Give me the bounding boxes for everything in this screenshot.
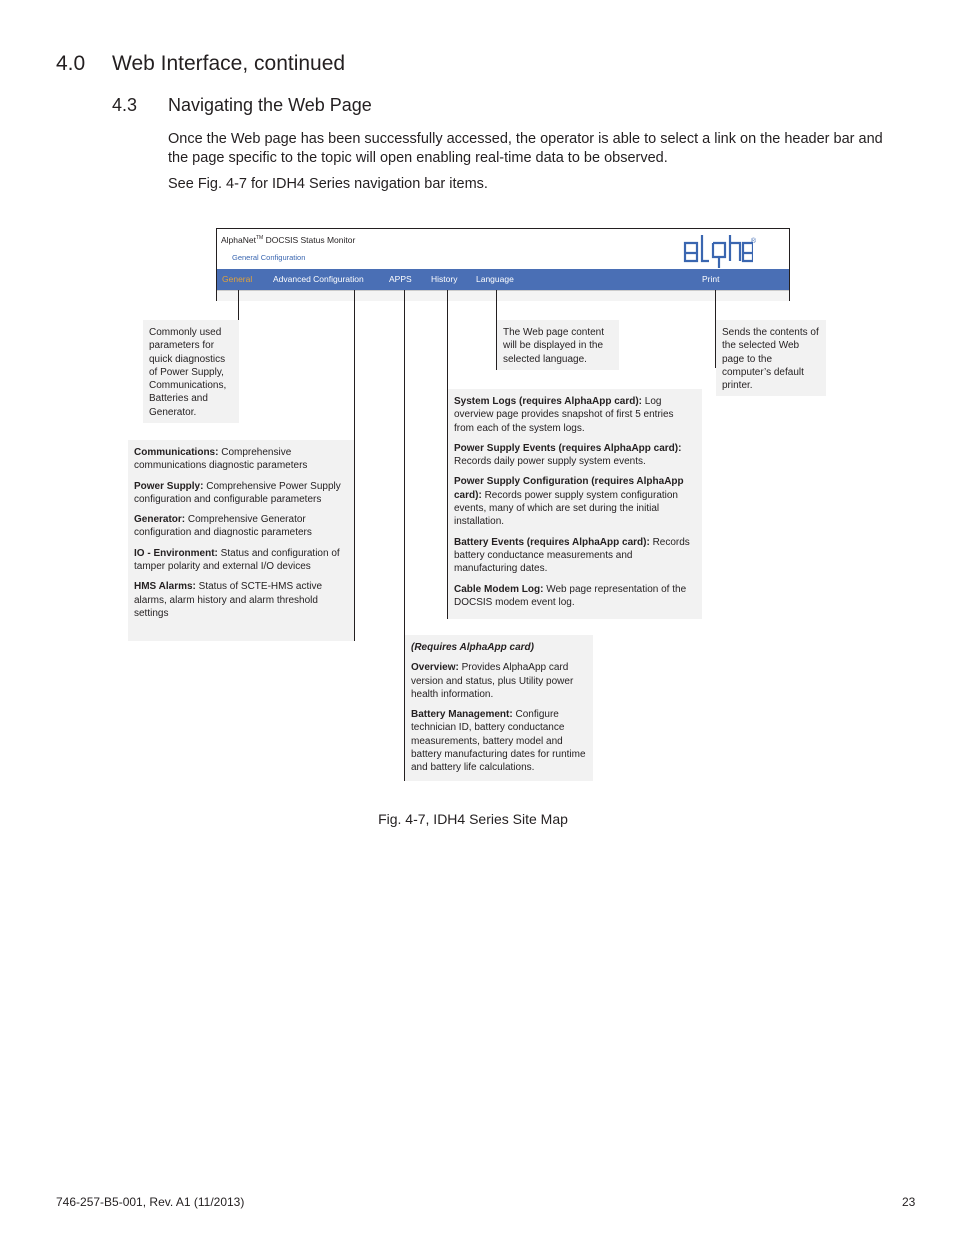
figure-caption: Fig. 4-7, IDH4 Series Site Map: [378, 811, 568, 827]
item-term: Overview:: [411, 662, 459, 674]
callout-general-text: Commonly used parameters for quick diagnostics of Power Supply, Communications, Batteries and Generator.: [149, 327, 227, 418]
item-text: Comprehensive communications diagnostic parameters: [134, 447, 308, 472]
apps-requirement-note: [411, 641, 587, 654]
list-item: [134, 547, 348, 574]
callout-history: [448, 389, 702, 619]
item-term: Power Supply:: [134, 480, 204, 492]
item-term: Generator:: [134, 514, 186, 526]
callout-print: [716, 320, 826, 396]
nav-apps[interactable]: APPS: [389, 274, 412, 284]
nav-history[interactable]: History: [431, 274, 458, 284]
item-text: Comprehensive Generator configuration and diagnostic parameters: [134, 514, 312, 539]
registered-mark: ®: [750, 238, 756, 245]
list-item: [454, 395, 696, 435]
list-item: [411, 661, 587, 701]
alpha-logo-icon: [683, 231, 753, 269]
item-term: Communications:: [134, 447, 219, 458]
callout-language: [497, 320, 619, 370]
item-text: Comprehensive Power Supply configuration and configurable parameters: [134, 480, 341, 505]
intro-paragraph: Once the Web page has been successfully accessed, the operator is able to select a link on the header bar and the page specific to the topic will open enabling real-time data to be observed.: [168, 131, 883, 166]
trademark-mark: TM: [255, 235, 264, 242]
subsection-heading: [112, 95, 372, 116]
list-item: [134, 580, 348, 620]
item-text: Web page representation of the DOCSIS modem event log.: [454, 583, 687, 608]
apps-header-text: (Requires AlphaApp card): [411, 642, 534, 653]
connector-advanced: [354, 290, 355, 641]
callout-apps: [405, 635, 593, 781]
item-text: Log overview page provides snapshot of first 5 entries from each of the system logs.: [454, 396, 674, 434]
callout-general: [143, 320, 239, 423]
item-text: Provides AlphaApp card version and status, plus Utility power health information.: [411, 662, 574, 700]
nav-advanced-configuration[interactable]: Advanced Configuration: [273, 274, 364, 284]
item-term: Cable Modem Log:: [454, 583, 544, 595]
callout-print-text: Sends the contents of the selected Web page to the computer’s default printer.: [722, 327, 819, 392]
list-item: [411, 708, 587, 774]
nav-bar: [217, 269, 789, 290]
item-text: Configure technician ID, battery conductance measurements, battery model and battery manufacturing dates for runtime and battery life calculations.: [411, 709, 586, 774]
item-text: Records power supply system configuration events, many of which are set during the initial installation.: [454, 489, 678, 528]
mock-page-subtitle: General Configuration: [232, 253, 306, 262]
list-item: [454, 583, 696, 610]
subsection-number: 4.3: [112, 95, 138, 115]
item-term: Battery Events (requires AlphaApp card):: [454, 536, 650, 548]
callout-language-text: The Web page content will be displayed in the selected language.: [503, 327, 604, 365]
figure-reference-paragraph: See Fig. 4-7 for IDH4 Series navigation bar items.: [168, 176, 488, 192]
nav-language[interactable]: Language: [476, 274, 514, 284]
nav-general[interactable]: General: [222, 274, 253, 284]
list-item: [454, 475, 696, 528]
item-text: Status of SCTE-HMS active alarms, alarm history and alarm threshold settings: [134, 581, 323, 619]
item-text: Status and configuration of tamper polarity and external I/O devices: [134, 547, 340, 573]
list-item: [454, 442, 696, 469]
subsection-title: Navigating the Web Page: [168, 95, 372, 115]
app-title-rest: DOCSIS Status Monitor: [263, 235, 356, 245]
footer-page-number: 23: [902, 1195, 916, 1209]
mock-app-title: [221, 235, 355, 245]
footer-doc-number: 746-257-B5-001, Rev. A1 (11/2013): [56, 1195, 245, 1209]
item-term: System Logs (requires AlphaApp card):: [454, 396, 642, 407]
item-term: Power Supply Configuration (requires AlphaApp card):: [454, 476, 684, 501]
item-term: Power Supply Events (requires AlphaApp card):: [454, 442, 682, 454]
callout-advanced-configuration: [128, 440, 354, 641]
item-text: Records battery conductance measurements and manufacturing dates.: [454, 536, 690, 575]
item-term: IO - Environment:: [134, 547, 218, 559]
app-title-text: AlphaNet: [221, 235, 256, 245]
section-heading: [56, 52, 345, 76]
item-text: Records daily power supply system events.: [454, 456, 646, 468]
section-title: Web Interface, continued: [112, 52, 346, 75]
nav-print[interactable]: Print: [702, 274, 720, 284]
item-term: HMS Alarms:: [134, 581, 196, 593]
section-number: 4.0: [56, 52, 86, 75]
mock-content-strip: [217, 290, 789, 301]
list-item: [134, 446, 348, 473]
list-item: [134, 513, 348, 540]
item-term: Battery Management:: [411, 709, 513, 721]
list-item: [454, 536, 696, 576]
list-item: [134, 480, 348, 507]
web-page-mockup: [216, 228, 790, 301]
